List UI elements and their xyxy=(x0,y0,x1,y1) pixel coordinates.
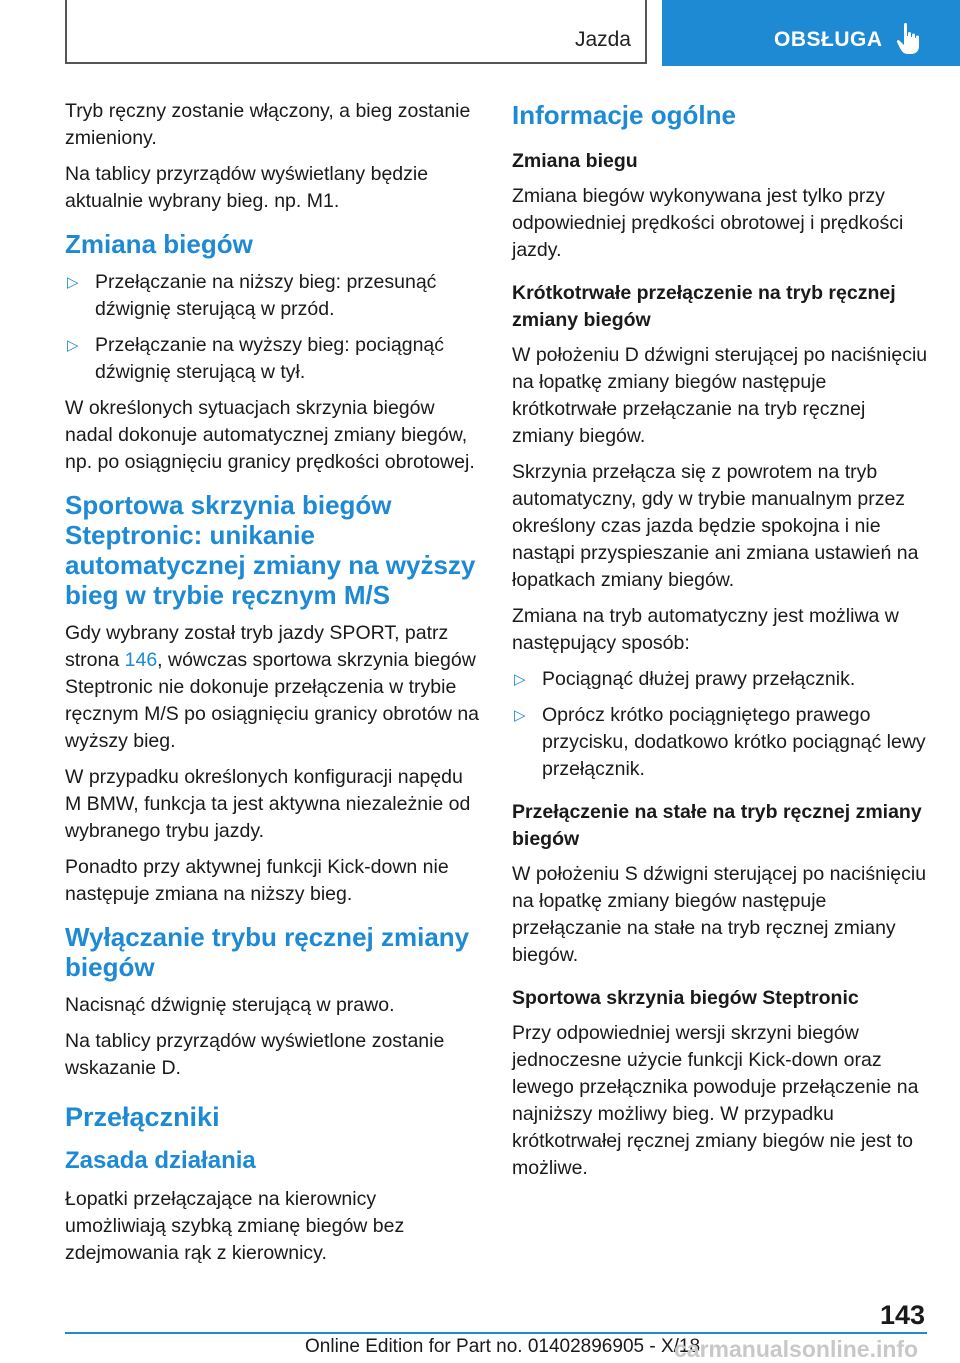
subheading-permanent-manual: Przełączenie na stałe na tryb ręcznej zmiany biegów xyxy=(512,801,922,850)
page-link[interactable]: 146 xyxy=(124,649,158,671)
right-column xyxy=(512,98,932,1191)
page-number: 143 xyxy=(880,1300,926,1330)
list-item: ▷ Pociągnąć dłużej prawy przełącznik. xyxy=(512,666,932,693)
list-item: ▷ Oprócz krótko pociągniętego prawego przycisku, dodatkowo krótko pociągnąć lewy przełącznik. xyxy=(514,704,926,780)
chapter-tab[interactable] xyxy=(662,0,960,66)
triangle-bullet-icon: ▷ xyxy=(514,707,526,724)
triangle-bullet-icon: ▷ xyxy=(514,671,526,688)
paragraph: W określonych sytuacjach skrzynia biegów nadal dokonuje automatycznej zmiany biegów, np. po osiągnięciu granicy prędkości obrotowej. xyxy=(65,397,475,473)
footer-divider xyxy=(65,1332,927,1334)
paragraph: Ponadto przy aktywnej funkcji Kick-down nie następuje zmiana na niższy bieg. xyxy=(65,856,449,905)
heading-disable-manual: Wyłączanie trybu ręcznej zmiany biegów xyxy=(65,922,470,982)
paragraph: W przypadku określonych konfiguracji napędu M BMW, funkcja ta jest aktywna niezależnie od wybranego trybu jazdy. xyxy=(65,766,471,842)
paragraph: Zmiana biegów wykonywana jest tylko przy odpowiedniej prędkości obrotowej i prędkości jazdy. xyxy=(512,185,904,261)
paragraph: W położeniu D dźwigni sterującej po naciśnięciu na łopatkę zmiany biegów następuje krótkotrwałe przełączanie na tryb ręcznej zmiany biegów. xyxy=(512,344,928,447)
paragraph: W położeniu S dźwigni sterującej po naciśnięciu na łopatkę zmiany biegów następuje przełączanie na stałe na tryb ręcznej zmiany biegów. xyxy=(512,863,927,966)
triangle-bullet-icon: ▷ xyxy=(67,337,79,354)
bullet-list xyxy=(65,269,480,386)
triangle-bullet-icon: ▷ xyxy=(67,274,79,291)
paragraph: Nacisnąć dźwignię sterującą w prawo. xyxy=(65,994,395,1016)
heading-switches: Przełączniki xyxy=(65,1102,220,1132)
section-title: Jazda xyxy=(574,28,631,51)
watermark: carmanualsonline.info xyxy=(674,1336,919,1362)
subheading-gear-change: Zmiana biegu xyxy=(512,150,638,172)
bullet-list xyxy=(512,666,932,783)
heading-sport-steptronic: Sportowa skrzynia biegów Steptronic: unikanie automatycznej zmiany na wyższy bieg w trybie ręcznym M/S xyxy=(65,490,476,610)
paragraph: Łopatki przełączające na kierownicy umożliwiają szybką zmianę biegów bez zdejmowania rąk z kierownicy. xyxy=(65,1188,405,1264)
paragraph: Tryb ręczny zostanie włączony, a bieg zostanie zmieniony. xyxy=(65,100,471,149)
heading-general-info: Informacje ogólne xyxy=(512,100,736,130)
edition-text: Online Edition for Part no. 01402896905 - X/18 xyxy=(305,1336,701,1357)
paragraph: Na tablicy przyrządów wyświetlone zostanie wskazanie D. xyxy=(65,1030,445,1079)
subheading-short-manual: Krótkotrwałe przełączenie na tryb ręcznej zmiany biegów xyxy=(512,282,896,331)
paragraph-with-link: Gdy wybrany został tryb jazdy SPORT, patrz strona 146, wówczas sportowa skrzynia biegów Steptronic nie dokonuje przełączenia w trybie ręcznym M/S po osiągnięciu granicy obrotów na wyższy bieg. xyxy=(65,622,480,752)
left-column xyxy=(65,98,480,1276)
section-tab xyxy=(65,0,647,64)
page-header xyxy=(0,0,960,66)
subheading-sport-steptronic: Sportowa skrzynia biegów Steptronic xyxy=(512,987,859,1009)
paragraph: Skrzynia przełącza się z powrotem na tryb automatyczny, gdy w trybie manualnym przez określony czas jazda będzie spokojna i nie nastąpi przyspieszanie ani zmiana ustawień na łopatkach zmiany biegów. xyxy=(512,461,919,591)
heading-gear-change: Zmiana biegów xyxy=(65,229,253,259)
paragraph: Na tablicy przyrządów wyświetlany będzie aktualnie wybrany bieg. np. M1. xyxy=(65,163,429,212)
paragraph: Przy odpowiedniej wersji skrzyni biegów jednoczesne użycie funkcji Kick-down oraz lewego przełącznika powoduje przełączenie na najniższy możliwy bieg. W przypadku krótkotrwałej ręcznej zmiany biegów nie jest to możliwe. xyxy=(512,1022,919,1179)
list-item: ▷ Przełączanie na niższy bieg: przesunąć dźwignię sterującą w przód. xyxy=(67,271,437,320)
list-item: ▷ Przełączanie na wyższy bieg: pociągnąć dźwignię sterującą w tył. xyxy=(67,334,445,383)
heading-principle: Zasada działania xyxy=(65,1147,256,1174)
hand-pointer-icon xyxy=(896,22,922,56)
paragraph: Zmiana na tryb automatyczny jest możliwa w następujący sposób: xyxy=(512,605,899,654)
chapter-title: OBSŁUGA xyxy=(774,28,883,51)
